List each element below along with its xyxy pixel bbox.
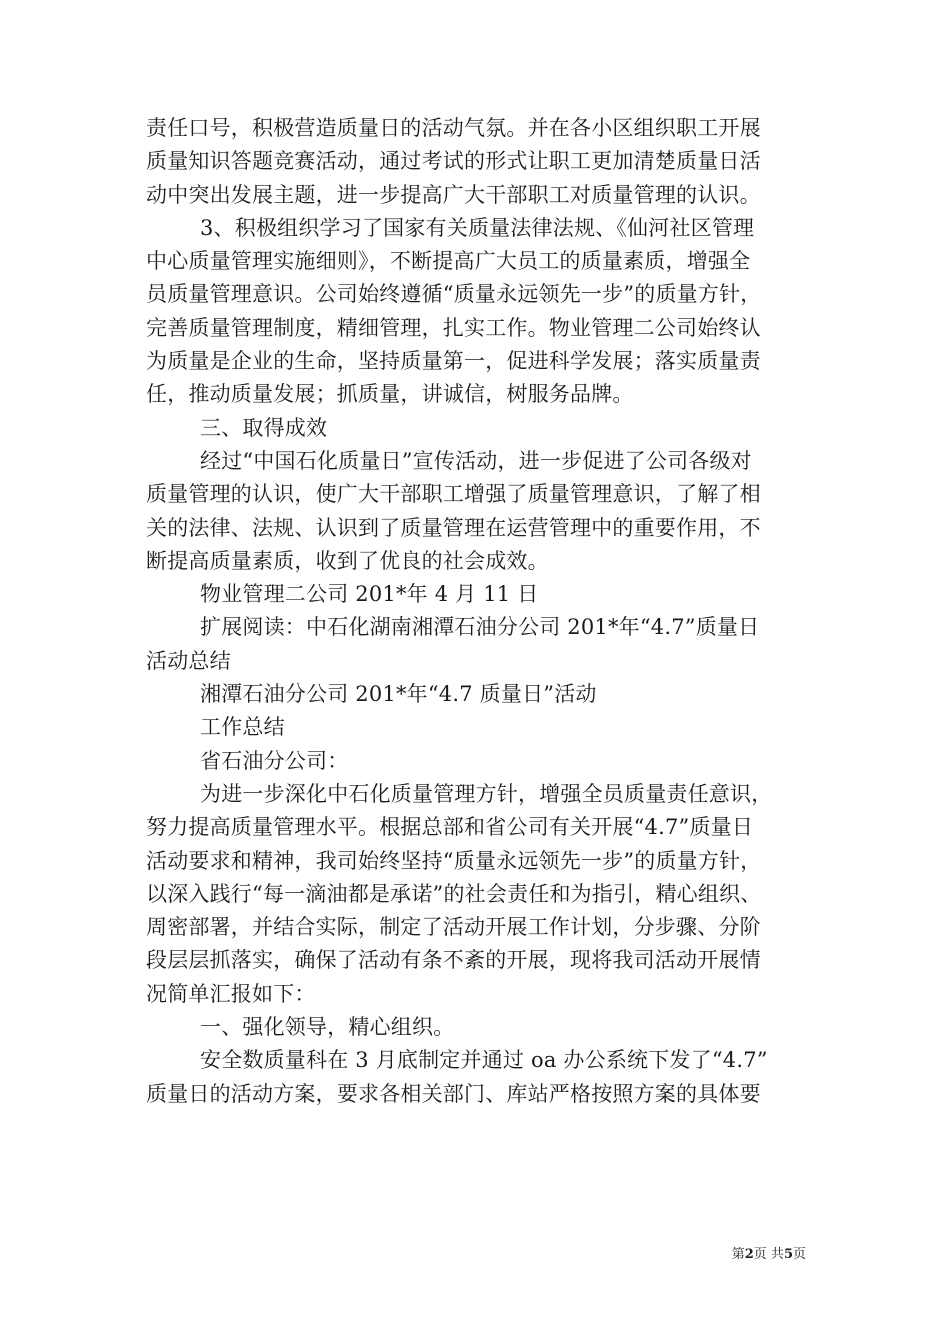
text-line: 以深入践行“每一滴油都是承诺”的社会责任和为指引，精心组织、: [146, 881, 762, 906]
text-line: 质量管理的认识，使广大干部职工增强了质量管理意识，了解了相: [146, 482, 761, 507]
text-line: 员质量管理意识。公司始终遵循“质量永远领先一步”的质量方针，: [146, 282, 762, 307]
text-line: 完善质量管理制度，精细管理，扎实工作。物业管理二公司始终认: [146, 315, 761, 340]
footer-total-pages: 5: [783, 1247, 793, 1262]
text-line: 断提高质量素质，收到了优良的社会成效。: [146, 548, 549, 573]
footer-suffix: 页: [792, 1247, 806, 1262]
text-line: 省石油分公司：: [200, 748, 349, 773]
text-line: 关的法律、法规、认识到了质量管理在运营管理中的重要作用，不: [146, 515, 761, 540]
text-line: 段层层抓落实，确保了活动有条不紊的开展，现将我司活动开展情: [146, 948, 761, 973]
document-body: [146, 112, 806, 1111]
text-line: 经过“中国石化质量日”宣传活动，进一步促进了公司各级对: [200, 448, 752, 473]
text-line: 物业管理二公司 201*年 4 月 11 日: [200, 582, 539, 607]
text-line: 活动要求和精神，我司始终坚持“质量永远领先一步”的质量方针，: [146, 848, 762, 873]
text-line: 为质量是企业的生命，坚持质量第一，促进科学发展；落实质量责: [146, 349, 761, 374]
text-line: 三、取得成效: [200, 415, 328, 440]
text-line: 活动总结: [146, 648, 231, 673]
text-line: 中心质量管理实施细则》，不断提高广大员工的质量素质，增强全: [146, 249, 751, 274]
text-line: 工作总结: [200, 715, 285, 740]
text-line: 质量日的活动方案，要求各相关部门、库站严格按照方案的具体要: [146, 1081, 761, 1106]
text-line: 况简单汇报如下：: [146, 981, 316, 1006]
text-line: 一、强化领导，精心组织。: [200, 1015, 455, 1040]
text-line: 为进一步深化中石化质量管理方针，增强全员质量责任意识，: [200, 781, 773, 806]
footer-page-number: 2: [744, 1247, 754, 1262]
text-line: 周密部署，并结合实际，制定了活动开展工作计划，分步骤、分阶: [146, 915, 761, 940]
text-line: 湘潭石油分公司 201*年“4.7 质量日”活动: [200, 682, 597, 707]
text-line: 安全数质量科在 3 月底制定并通过 oa 办公系统下发了“4.7”: [200, 1048, 768, 1073]
text-line: 责任口号，积极营造质量日的活动气氛。并在各小区组织职工开展: [146, 116, 761, 140]
text-line: 任，推动质量发展；抓质量，讲诚信，树服务品牌。: [146, 382, 634, 407]
footer-prefix: 第: [731, 1247, 745, 1262]
text-line: 3、积极组织学习了国家有关质量法律法规、《仙河社区管理: [200, 215, 755, 240]
text-line: 质量知识答题竞赛活动，通过考试的形式让职工更加清楚质量日活: [146, 149, 761, 174]
text-line: 努力提高质量管理水平。根据总部和省公司有关开展“4.7”质量日: [146, 815, 754, 840]
footer-middle: 页 共: [753, 1247, 784, 1262]
text-line: 动中突出发展主题，进一步提高广大干部职工对质量管理的认识。: [146, 182, 761, 207]
page-footer: [0, 1247, 806, 1263]
text-line: 扩展阅读：中石化湖南湘潭石油分公司 201*年“4.7”质量日: [200, 615, 760, 640]
